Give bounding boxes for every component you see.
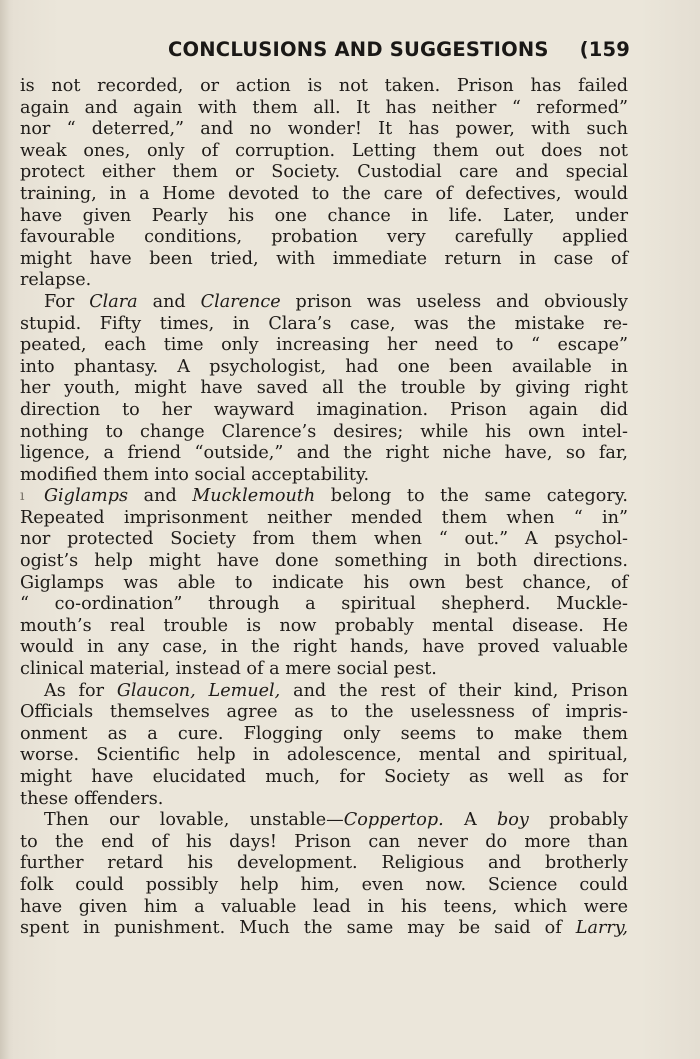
text-run: onment as a cure. Flogging only seems to make them <box>20 723 628 744</box>
text-line <box>20 897 628 919</box>
text-run: her youth, might have saved all the trouble by giving right <box>20 378 628 399</box>
text-line <box>20 227 628 249</box>
text-line <box>20 918 628 940</box>
margin-mark: ı <box>20 488 25 505</box>
text-line <box>20 422 628 444</box>
page-spine-edge <box>0 0 10 1059</box>
page-number: (159 <box>579 38 630 61</box>
text-line <box>20 681 628 703</box>
text-run: relapse. <box>20 270 92 291</box>
text-line <box>20 335 628 357</box>
text-run: have given Pearly his one chance in life. Later, under <box>20 205 628 226</box>
text-run: favourable conditions, probation very carefully applied <box>20 227 628 248</box>
text-run: and <box>137 291 201 312</box>
text-run: spent in punishment. Much the same may be said of <box>20 918 576 939</box>
text-run: ligence, a friend “outside,” and the right niche have, so far, <box>20 443 628 464</box>
text-line <box>20 162 628 184</box>
text-run: nor protected Society from them when “ out.” A psychol- <box>20 529 628 550</box>
text-line <box>20 119 628 141</box>
italic-name: Larry, <box>575 918 628 939</box>
text-run: to the end of his days! Prison can never do more than <box>20 831 628 852</box>
text-line <box>20 206 628 228</box>
text-line <box>20 443 628 465</box>
text-line <box>20 789 628 811</box>
text-run: Officials themselves agree as to the uselessness of impris- <box>20 702 628 723</box>
text-line <box>20 98 628 120</box>
italic-name: Clara <box>89 291 138 312</box>
text-line <box>20 141 628 163</box>
text-run: direction to her wayward imagination. Prison again did <box>20 399 628 420</box>
italic-name: Glaucon, Lemuel, <box>116 680 281 701</box>
text-line <box>20 400 628 422</box>
text-run: “ co-ordination” through a spiritual shepherd. Muckle- <box>20 594 628 615</box>
text-run: these offenders. <box>20 788 164 809</box>
text-run: nothing to change Clarence’s desires; while his own intel- <box>20 421 628 442</box>
text-run: training, in a Home devoted to the care of defectives, would <box>20 183 628 204</box>
text-run: have given him a valuable lead in his teens, which were <box>20 896 628 917</box>
text-run: further retard his development. Religious and brotherly <box>20 853 628 874</box>
text-run: might have elucidated much, for Society as well as for <box>20 767 628 787</box>
text-run: clinical material, instead of a mere social pest. <box>20 659 437 680</box>
text-run: weak ones, only of corruption. Letting them out does not <box>20 140 628 161</box>
text-run: is not recorded, or action is not taken. Prison has failed <box>20 76 628 96</box>
text-run: would in any case, in the right hands, have proved valuable <box>20 637 628 658</box>
text-line <box>20 378 628 400</box>
text-line <box>20 486 628 508</box>
text-run: into phantasy. A psychologist, had one been available in <box>20 356 628 377</box>
text-line <box>20 357 628 379</box>
italic-name: boy <box>497 810 529 831</box>
text-line <box>20 724 628 746</box>
italic-name: Giglamps <box>44 486 129 507</box>
text-line <box>20 249 628 271</box>
text-line <box>20 551 628 573</box>
text-run: worse. Scientific help in adolescence, mental and spiritual, <box>20 745 628 766</box>
text-run: Repeated imprisonment neither mended them when “ in” <box>20 507 628 528</box>
text-run: folk could possibly help him, even now. Science could <box>20 874 628 895</box>
text-run: For <box>44 291 90 312</box>
text-line <box>20 76 628 98</box>
italic-name: Mucklemouth <box>192 486 316 507</box>
text-line <box>20 573 628 595</box>
text-run: A <box>443 810 498 831</box>
text-line <box>20 853 628 875</box>
text-run: nor “ deterred,” and no wonder! It has power, with such <box>20 119 628 140</box>
text-line <box>20 659 628 681</box>
text-run: might have been tried, with immediate return in case of <box>20 248 628 269</box>
text-run: modified them into social acceptability. <box>20 464 370 485</box>
text-run: ogist’s help might have done something in both directions. <box>20 551 628 572</box>
text-line <box>20 810 628 832</box>
text-line <box>20 832 628 854</box>
text-line <box>20 702 628 724</box>
text-run: and the rest of their kind, Prison <box>280 680 628 701</box>
text-line <box>20 875 628 897</box>
text-line <box>20 270 628 292</box>
text-line <box>20 594 628 616</box>
text-run: Giglamps was able to indicate his own best chance, of <box>20 572 628 593</box>
text-line <box>20 292 628 314</box>
text-line <box>20 745 628 767</box>
text-line <box>20 184 628 206</box>
text-line <box>20 616 628 638</box>
text-line <box>20 529 628 551</box>
text-run: again and again with them all. It has neither “ reformed” <box>20 97 628 118</box>
text-line <box>20 637 628 659</box>
chapter-title: CONCLUSIONS AND SUGGESTIONS <box>168 38 549 61</box>
text-run: belong to the same category. <box>315 486 628 507</box>
text-run: and <box>128 486 193 507</box>
text-run: probably <box>528 810 628 831</box>
text-run: prison was useless and obviously <box>280 291 628 312</box>
italic-name: Clarence <box>200 291 281 312</box>
text-run: Then our lovable, unstable— <box>44 810 344 831</box>
body-text <box>20 76 628 940</box>
text-run: stupid. Fifty times, in Clara’s case, was the mistake re- <box>20 313 628 334</box>
text-run: As for <box>44 680 117 701</box>
text-run: protect either them or Society. Custodial care and special <box>20 162 628 183</box>
text-line <box>20 465 628 487</box>
text-line <box>20 314 628 336</box>
text-run: mouth’s real trouble is now probably mental disease. He <box>20 615 628 636</box>
text-line <box>20 508 628 530</box>
text-run: peated, each time only increasing her need to “ escape” <box>20 335 628 356</box>
running-header <box>168 38 630 66</box>
text-line <box>20 767 628 789</box>
italic-name: Coppertop. <box>343 810 444 831</box>
